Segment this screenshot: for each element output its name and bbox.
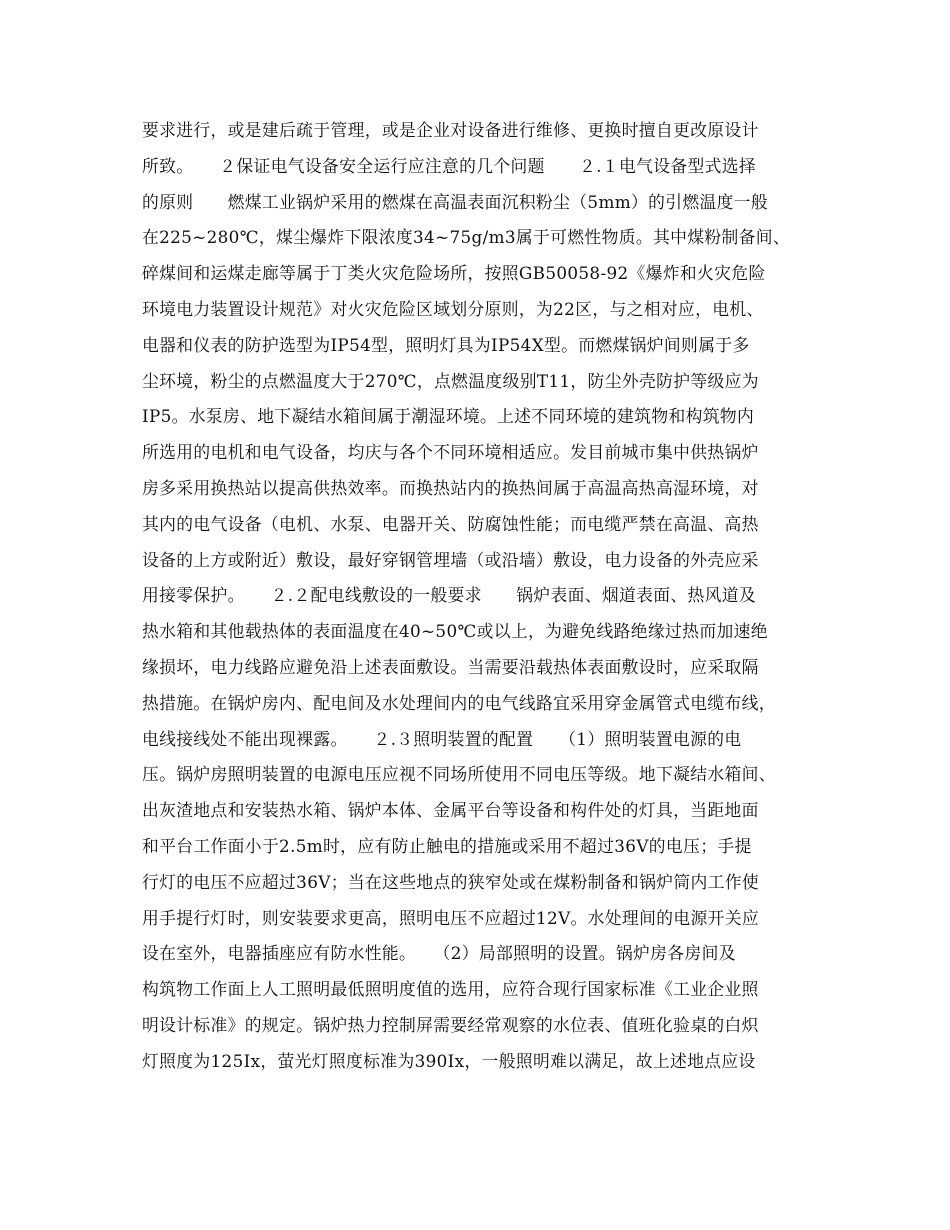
text-line: 明设计标准》的规定。锅炉热力控制屏需要经常观察的水位表、值班化验桌的白炽 [142,1014,759,1035]
text-line: 要求进行，或是建后疏于管理，或是企业对设备进行维修、更换时擅自更改原设计 [142,120,759,140]
text-line: 所致。 ２保证电气设备安全运行应注意的几个问题 ２.１电气设备型式选择 [142,155,757,176]
text-line: 用手提行灯时，则安装要求更高，照明电压不应超过12V。水处理间的电源开关应 [142,907,759,928]
text-line: IP5。水泵房、地下凝结水箱间属于潮湿环境。上述不同环境的建筑物和构筑物内 [142,406,755,427]
text-line: 电器和仪表的防护选型为IP54型，照明灯具为IP54X型。而燃煤锅炉间则属于多 [142,334,750,355]
text-line: 环境电力装置设计规范》对火灾危险区域划分原则，为22区，与之相对应，电机、 [142,298,764,319]
text-line: 行灯的电压不应超过36V；当在这些地点的狭窄处或在煤粉制备和锅炉筒内工作使 [142,871,759,892]
text-line: 和平台工作面小于2.5m时，应有防止触电的措施或采用不超过36V的电压；手提 [142,835,752,856]
text-line: 用接零保护。 ２.２配电线敷设的一般要求 锅炉表面、烟道表面、热风道及 [142,585,757,606]
text-line: 设在室外，电器插座应有防水性能。 （2）局部照明的设置。锅炉房各房间及 [142,943,736,964]
text-line: 房多采用换热站以提高供热效率。而换热站内的换热间属于高温高热高湿环境，对 [142,477,759,498]
text-line: 碎煤间和运煤走廊等属于丁类火灾危险场所，按照GB50058-92《爆炸和火灾危险 [142,263,766,284]
text-line: 其内的电气设备（电机、水泵、电器开关、防腐蚀性能；而电缆严禁在高温、高热 [142,513,759,534]
text-line: 的原则 燃煤工业锅炉采用的燃煤在高温表面沉积粉尘（5mm）的引燃温度一般 [142,191,769,212]
body-text [142,113,812,1080]
text-line: 电线接线处不能出现裸露。 ２.３照明装置的配置 （1）照明装置电源的电 [142,728,742,749]
text-line: 设备的上方或附近）敷设，最好穿钢管埋墙（或沿墙）敷设，电力设备的外壳应采 [142,549,759,570]
text-line: 出灰渣地点和安装热水箱、锅炉本体、金属平台等设备和构件处的灯具，当距地面 [142,800,759,821]
text-line: 构筑物工作面上人工照明最低照明度值的选用，应符合现行国家标准《工业企业照 [142,979,759,1000]
text-line: 尘环境，粉尘的点燃温度大于270℃，点燃温度级别T11，防尘外壳防护等级应为 [142,370,759,391]
text-line: 热措施。在锅炉房内、配电间及水处理间内的电气线路宜采用穿金属管式电缆布线， [142,692,776,713]
text-line: 灯照度为125Ix，萤光灯照度标准为390Ix，一般照明难以满足，故上述地点应设 [142,1050,756,1071]
text-line: 所选用的电机和电气设备，均庆与各个不同环境相适应。发目前城市集中供热锅炉 [142,442,759,463]
text-line: 缘损坏，电力线路应避免沿上述表面敷设。当需要沿载热体表面敷设时，应采取隔 [142,656,759,677]
text-line: 压。锅炉房照明装置的电源电压应视不同场所使用不同电压等级。地下凝结水箱间、 [142,764,776,785]
text-line: 热水箱和其他载热体的表面温度在40~50℃或以上，为避免线路绝缘过热而加速绝 [142,621,768,642]
text-line: 在225~280℃，煤尘爆炸下限浓度34~75g/m3属于可燃性物质。其中煤粉制备间、 [142,227,791,248]
